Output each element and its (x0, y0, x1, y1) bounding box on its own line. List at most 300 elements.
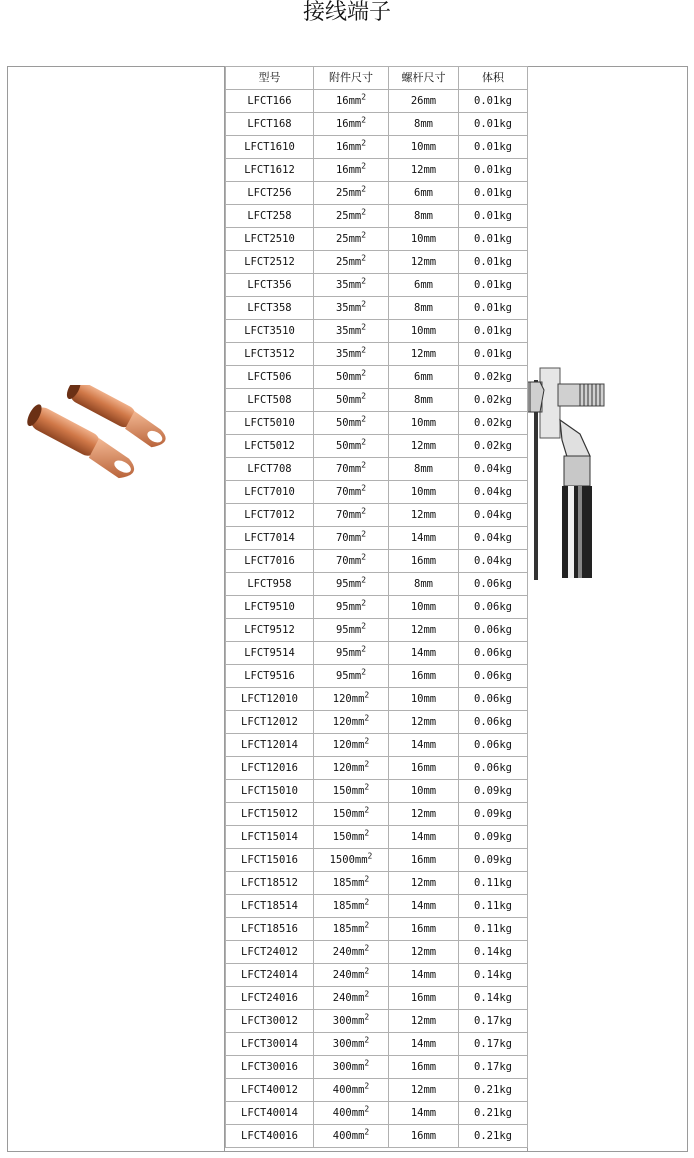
bolt-cell (389, 1010, 459, 1033)
bolt-cell-text: 12mm (410, 440, 437, 452)
model-cell (226, 113, 314, 136)
weight-cell (459, 803, 528, 826)
area-superscript: 2 (361, 598, 367, 608)
weight-cell-text: 0.02kg (474, 371, 512, 383)
bolt-cell (389, 573, 459, 596)
weight-cell-text: 0.04kg (474, 509, 512, 521)
model-cell-text: LFCT5012 (244, 440, 295, 452)
area-cell (314, 389, 389, 412)
bolt-cell (389, 159, 459, 182)
model-cell (226, 228, 314, 251)
weight-cell-text: 0.01kg (474, 256, 512, 268)
model-cell-text: LFCT9516 (244, 670, 295, 682)
area-cell-text: 35mm (335, 302, 362, 314)
bolt-cell (389, 1125, 459, 1148)
bolt-cell (389, 596, 459, 619)
model-cell (226, 918, 314, 941)
model-cell-text: LFCT24012 (241, 946, 298, 958)
model-cell (226, 1010, 314, 1033)
area-cell-text: 16mm (335, 118, 362, 130)
area-cell-text: 150mm (332, 808, 365, 820)
area-superscript: 2 (361, 575, 367, 585)
weight-cell (459, 849, 528, 872)
area-cell (314, 1056, 389, 1079)
bolt-cell (389, 320, 459, 343)
weight-cell-text: 0.09kg (474, 785, 512, 797)
area-cell (314, 941, 389, 964)
weight-cell (459, 159, 528, 182)
model-cell-text: LFCT30012 (241, 1015, 298, 1027)
area-cell (314, 297, 389, 320)
area-superscript: 2 (361, 161, 367, 171)
area-cell (314, 412, 389, 435)
bolt-cell (389, 642, 459, 665)
weight-cell-text: 0.06kg (474, 762, 512, 774)
area-superscript: 2 (364, 828, 370, 838)
weight-cell-text: 0.06kg (474, 624, 512, 636)
area-superscript: 2 (361, 253, 367, 263)
model-cell-text: LFCT15012 (241, 808, 298, 820)
model-cell-text: LFCT24016 (241, 992, 298, 1004)
model-cell (226, 688, 314, 711)
bolt-cell-text: 12mm (410, 1015, 437, 1027)
model-cell-text: LFCT9514 (244, 647, 295, 659)
area-cell-text: 95mm (335, 670, 362, 682)
model-cell (226, 826, 314, 849)
area-cell-text: 185mm (332, 923, 365, 935)
area-cell (314, 1125, 389, 1148)
weight-cell-text: 0.14kg (474, 969, 512, 981)
weight-cell (459, 182, 528, 205)
bolt-cell-text: 10mm (410, 417, 437, 429)
model-cell-text: LFCT2512 (244, 256, 295, 268)
area-superscript: 2 (361, 483, 367, 493)
model-cell (226, 550, 314, 573)
area-cell-text: 400mm (332, 1107, 365, 1119)
table-row (226, 941, 528, 964)
weight-cell-text: 0.17kg (474, 1038, 512, 1050)
model-cell-text: LFCT12016 (241, 762, 298, 774)
weight-cell (459, 711, 528, 734)
area-superscript: 2 (361, 506, 367, 516)
bolt-cell-text: 8mm (414, 118, 433, 130)
area-cell (314, 1079, 389, 1102)
header-weight: 体积 (459, 67, 528, 90)
model-cell-text: LFCT40012 (241, 1084, 298, 1096)
weight-cell (459, 113, 528, 136)
table-row (226, 757, 528, 780)
area-cell (314, 688, 389, 711)
table-header-row (226, 67, 528, 90)
area-superscript: 2 (364, 713, 370, 723)
bolt-cell-text: 16mm (410, 762, 437, 774)
area-superscript: 2 (364, 1127, 370, 1137)
bolt-cell-text: 12mm (410, 808, 437, 820)
table-row (226, 573, 528, 596)
area-cell-text: 240mm (332, 946, 365, 958)
weight-cell-text: 0.01kg (474, 348, 512, 360)
model-cell (226, 504, 314, 527)
weight-cell-text: 0.04kg (474, 486, 512, 498)
model-cell (226, 780, 314, 803)
model-cell (226, 895, 314, 918)
table-row (226, 343, 528, 366)
area-cell (314, 90, 389, 113)
table-row (226, 389, 528, 412)
weight-cell-text: 0.01kg (474, 141, 512, 153)
model-cell (226, 1056, 314, 1079)
weight-cell (459, 1033, 528, 1056)
model-cell (226, 90, 314, 113)
weight-cell (459, 228, 528, 251)
bolt-cell-text: 16mm (410, 670, 437, 682)
model-cell-text: LFCT18512 (241, 877, 298, 889)
weight-cell-text: 0.01kg (474, 279, 512, 291)
weight-cell-text: 0.11kg (474, 900, 512, 912)
weight-cell (459, 665, 528, 688)
area-cell-text: 120mm (332, 716, 365, 728)
area-cell (314, 849, 389, 872)
weight-cell (459, 941, 528, 964)
model-cell (226, 734, 314, 757)
bolt-cell-text: 16mm (410, 923, 437, 935)
area-cell-text: 120mm (332, 693, 365, 705)
area-superscript: 2 (364, 989, 370, 999)
area-superscript: 2 (361, 437, 367, 447)
bolt-cell-text: 6mm (414, 279, 433, 291)
bolt-cell (389, 297, 459, 320)
area-cell (314, 366, 389, 389)
table-row (226, 274, 528, 297)
bolt-cell (389, 1056, 459, 1079)
bolt-cell-text: 8mm (414, 210, 433, 222)
weight-cell (459, 1079, 528, 1102)
area-cell-text: 25mm (335, 233, 362, 245)
area-superscript: 2 (364, 966, 370, 976)
weight-cell-text: 0.06kg (474, 716, 512, 728)
weight-cell-text: 0.04kg (474, 463, 512, 475)
table-row (226, 1079, 528, 1102)
model-cell (226, 964, 314, 987)
model-cell-text: LFCT7014 (244, 532, 295, 544)
area-cell (314, 780, 389, 803)
model-cell-text: LFCT1610 (244, 141, 295, 153)
area-superscript: 2 (361, 345, 367, 355)
bolt-cell (389, 527, 459, 550)
bolt-cell-text: 10mm (410, 693, 437, 705)
weight-cell (459, 1125, 528, 1148)
bolt-cell (389, 826, 459, 849)
bolt-cell (389, 504, 459, 527)
model-cell (226, 205, 314, 228)
bolt-cell-text: 12mm (410, 256, 437, 268)
weight-cell (459, 757, 528, 780)
area-superscript: 2 (361, 391, 367, 401)
area-superscript: 2 (361, 184, 367, 194)
weight-cell (459, 895, 528, 918)
model-cell-text: LFCT5010 (244, 417, 295, 429)
left-image-cell (7, 66, 225, 1152)
table-row (226, 642, 528, 665)
area-cell (314, 665, 389, 688)
model-cell (226, 1125, 314, 1148)
table-row (226, 780, 528, 803)
table-row (226, 688, 528, 711)
bolt-cell (389, 182, 459, 205)
area-cell-text: 300mm (332, 1061, 365, 1073)
bolt-cell (389, 987, 459, 1010)
bolt-cell (389, 964, 459, 987)
area-cell (314, 895, 389, 918)
model-cell-text: LFCT168 (247, 118, 292, 130)
model-cell (226, 251, 314, 274)
model-cell (226, 458, 314, 481)
model-cell-text: LFCT12010 (241, 693, 298, 705)
weight-cell (459, 297, 528, 320)
bolt-cell (389, 849, 459, 872)
bolt-cell (389, 366, 459, 389)
area-superscript: 2 (361, 207, 367, 217)
bolt-cell-text: 16mm (410, 1061, 437, 1073)
area-cell-text: 95mm (335, 601, 362, 613)
bolt-cell (389, 205, 459, 228)
weight-cell (459, 274, 528, 297)
model-cell-text: LFCT12012 (241, 716, 298, 728)
model-cell-text: LFCT7016 (244, 555, 295, 567)
weight-cell-text: 0.11kg (474, 923, 512, 935)
area-cell-text: 300mm (332, 1015, 365, 1027)
weight-cell-text: 0.21kg (474, 1130, 512, 1142)
model-cell (226, 665, 314, 688)
bolt-cell (389, 734, 459, 757)
model-cell-text: LFCT508 (247, 394, 292, 406)
model-cell-text: LFCT7010 (244, 486, 295, 498)
area-cell (314, 228, 389, 251)
model-cell-text: LFCT7012 (244, 509, 295, 521)
area-cell (314, 481, 389, 504)
bolt-cell-text: 12mm (410, 716, 437, 728)
weight-cell (459, 918, 528, 941)
area-cell-text: 185mm (332, 877, 365, 889)
model-cell (226, 412, 314, 435)
area-superscript: 2 (364, 897, 370, 907)
bolt-cell (389, 895, 459, 918)
area-cell (314, 274, 389, 297)
area-cell (314, 320, 389, 343)
table-row (226, 90, 528, 113)
weight-cell (459, 136, 528, 159)
weight-cell-text: 0.01kg (474, 95, 512, 107)
area-cell-text: 35mm (335, 348, 362, 360)
weight-cell-text: 0.06kg (474, 601, 512, 613)
weight-cell-text: 0.01kg (474, 302, 512, 314)
area-cell-text: 25mm (335, 210, 362, 222)
area-cell-text: 120mm (332, 739, 365, 751)
model-cell-text: LFCT15016 (241, 854, 298, 866)
model-cell-text: LFCT3510 (244, 325, 295, 337)
area-cell (314, 872, 389, 895)
weight-cell-text: 0.06kg (474, 670, 512, 682)
area-cell (314, 550, 389, 573)
area-cell (314, 573, 389, 596)
model-cell-text: LFCT506 (247, 371, 292, 383)
area-superscript: 2 (364, 874, 370, 884)
weight-cell (459, 504, 528, 527)
bolt-cell-text: 8mm (414, 394, 433, 406)
model-cell-text: LFCT30014 (241, 1038, 298, 1050)
model-cell-text: LFCT256 (247, 187, 292, 199)
weight-cell-text: 0.09kg (474, 808, 512, 820)
area-cell-text: 1500mm (329, 854, 368, 866)
area-superscript: 2 (367, 851, 373, 861)
page-title: 接线端子 (302, 0, 391, 25)
area-superscript: 2 (361, 299, 367, 309)
model-cell-text: LFCT708 (247, 463, 292, 475)
header-area: 附件尺寸 (314, 67, 389, 90)
bolt-cell-text: 14mm (410, 739, 437, 751)
bolt-cell (389, 435, 459, 458)
area-superscript: 2 (364, 759, 370, 769)
area-superscript: 2 (361, 230, 367, 240)
table-row (226, 987, 528, 1010)
model-cell-text: LFCT3512 (244, 348, 295, 360)
table-row (226, 803, 528, 826)
area-cell (314, 711, 389, 734)
bolt-cell (389, 113, 459, 136)
area-cell (314, 343, 389, 366)
weight-cell (459, 688, 528, 711)
area-cell (314, 527, 389, 550)
model-cell-text: LFCT356 (247, 279, 292, 291)
table-row (226, 527, 528, 550)
weight-cell-text: 0.09kg (474, 831, 512, 843)
weight-cell-text: 0.11kg (474, 877, 512, 889)
area-cell-text: 25mm (335, 187, 362, 199)
area-cell-text: 300mm (332, 1038, 365, 1050)
area-superscript: 2 (361, 621, 367, 631)
weight-cell (459, 573, 528, 596)
area-cell (314, 1010, 389, 1033)
bolt-cell-text: 14mm (410, 532, 437, 544)
weight-cell-text: 0.01kg (474, 210, 512, 222)
weight-cell (459, 412, 528, 435)
bolt-cell (389, 90, 459, 113)
table-row (226, 872, 528, 895)
weight-cell (459, 780, 528, 803)
model-cell (226, 619, 314, 642)
area-superscript: 2 (364, 1035, 370, 1045)
table-row (226, 734, 528, 757)
model-cell-text: LFCT30016 (241, 1061, 298, 1073)
area-cell (314, 159, 389, 182)
area-superscript: 2 (364, 1081, 370, 1091)
bolt-cell-text: 16mm (410, 1130, 437, 1142)
area-cell (314, 136, 389, 159)
model-cell (226, 481, 314, 504)
weight-cell (459, 1056, 528, 1079)
weight-cell (459, 90, 528, 113)
bolt-cell-text: 16mm (410, 555, 437, 567)
model-cell (226, 136, 314, 159)
area-superscript: 2 (361, 414, 367, 424)
weight-cell (459, 1010, 528, 1033)
header-model: 型号 (226, 67, 314, 90)
bolt-cell-text: 6mm (414, 371, 433, 383)
table-row (226, 711, 528, 734)
model-cell (226, 711, 314, 734)
area-cell-text: 150mm (332, 831, 365, 843)
bolt-cell (389, 872, 459, 895)
bolt-cell-text: 16mm (410, 854, 437, 866)
table-row (226, 918, 528, 941)
bolt-cell (389, 458, 459, 481)
weight-cell-text: 0.09kg (474, 854, 512, 866)
table-row (226, 251, 528, 274)
model-cell (226, 435, 314, 458)
area-cell (314, 596, 389, 619)
area-superscript: 2 (364, 1058, 370, 1068)
weight-cell (459, 343, 528, 366)
weight-cell (459, 205, 528, 228)
table-row (226, 481, 528, 504)
area-superscript: 2 (361, 529, 367, 539)
area-cell (314, 1102, 389, 1125)
bolt-cell-text: 10mm (410, 785, 437, 797)
weight-cell-text: 0.06kg (474, 693, 512, 705)
area-cell-text: 35mm (335, 325, 362, 337)
weight-cell (459, 458, 528, 481)
area-cell (314, 964, 389, 987)
area-cell (314, 458, 389, 481)
area-superscript: 2 (364, 805, 370, 815)
weight-cell-text: 0.01kg (474, 164, 512, 176)
bolt-cell-text: 8mm (414, 578, 433, 590)
area-cell (314, 803, 389, 826)
area-cell (314, 918, 389, 941)
weight-cell (459, 320, 528, 343)
weight-cell (459, 619, 528, 642)
model-cell (226, 872, 314, 895)
model-cell-text: LFCT9512 (244, 624, 295, 636)
model-cell (226, 366, 314, 389)
area-superscript: 2 (361, 667, 367, 677)
copper-cable-lugs-photo-icon (8, 385, 188, 505)
weight-cell (459, 964, 528, 987)
area-cell-text: 35mm (335, 279, 362, 291)
table-row (226, 182, 528, 205)
model-cell-text: LFCT2510 (244, 233, 295, 245)
area-superscript: 2 (364, 943, 370, 953)
area-cell (314, 734, 389, 757)
weight-cell (459, 1102, 528, 1125)
area-superscript: 2 (361, 368, 367, 378)
model-cell (226, 527, 314, 550)
bolt-cell-text: 6mm (414, 187, 433, 199)
bolt-cell (389, 780, 459, 803)
weight-cell-text: 0.06kg (474, 578, 512, 590)
bolt-cell-text: 12mm (410, 946, 437, 958)
bolt-cell-text: 14mm (410, 1038, 437, 1050)
area-cell (314, 987, 389, 1010)
model-cell-text: LFCT40014 (241, 1107, 298, 1119)
table-row (226, 849, 528, 872)
area-superscript: 2 (361, 644, 367, 654)
area-cell-text: 70mm (335, 463, 362, 475)
area-cell-text: 70mm (335, 486, 362, 498)
table-row (226, 205, 528, 228)
area-superscript: 2 (364, 1104, 370, 1114)
area-superscript: 2 (361, 92, 367, 102)
